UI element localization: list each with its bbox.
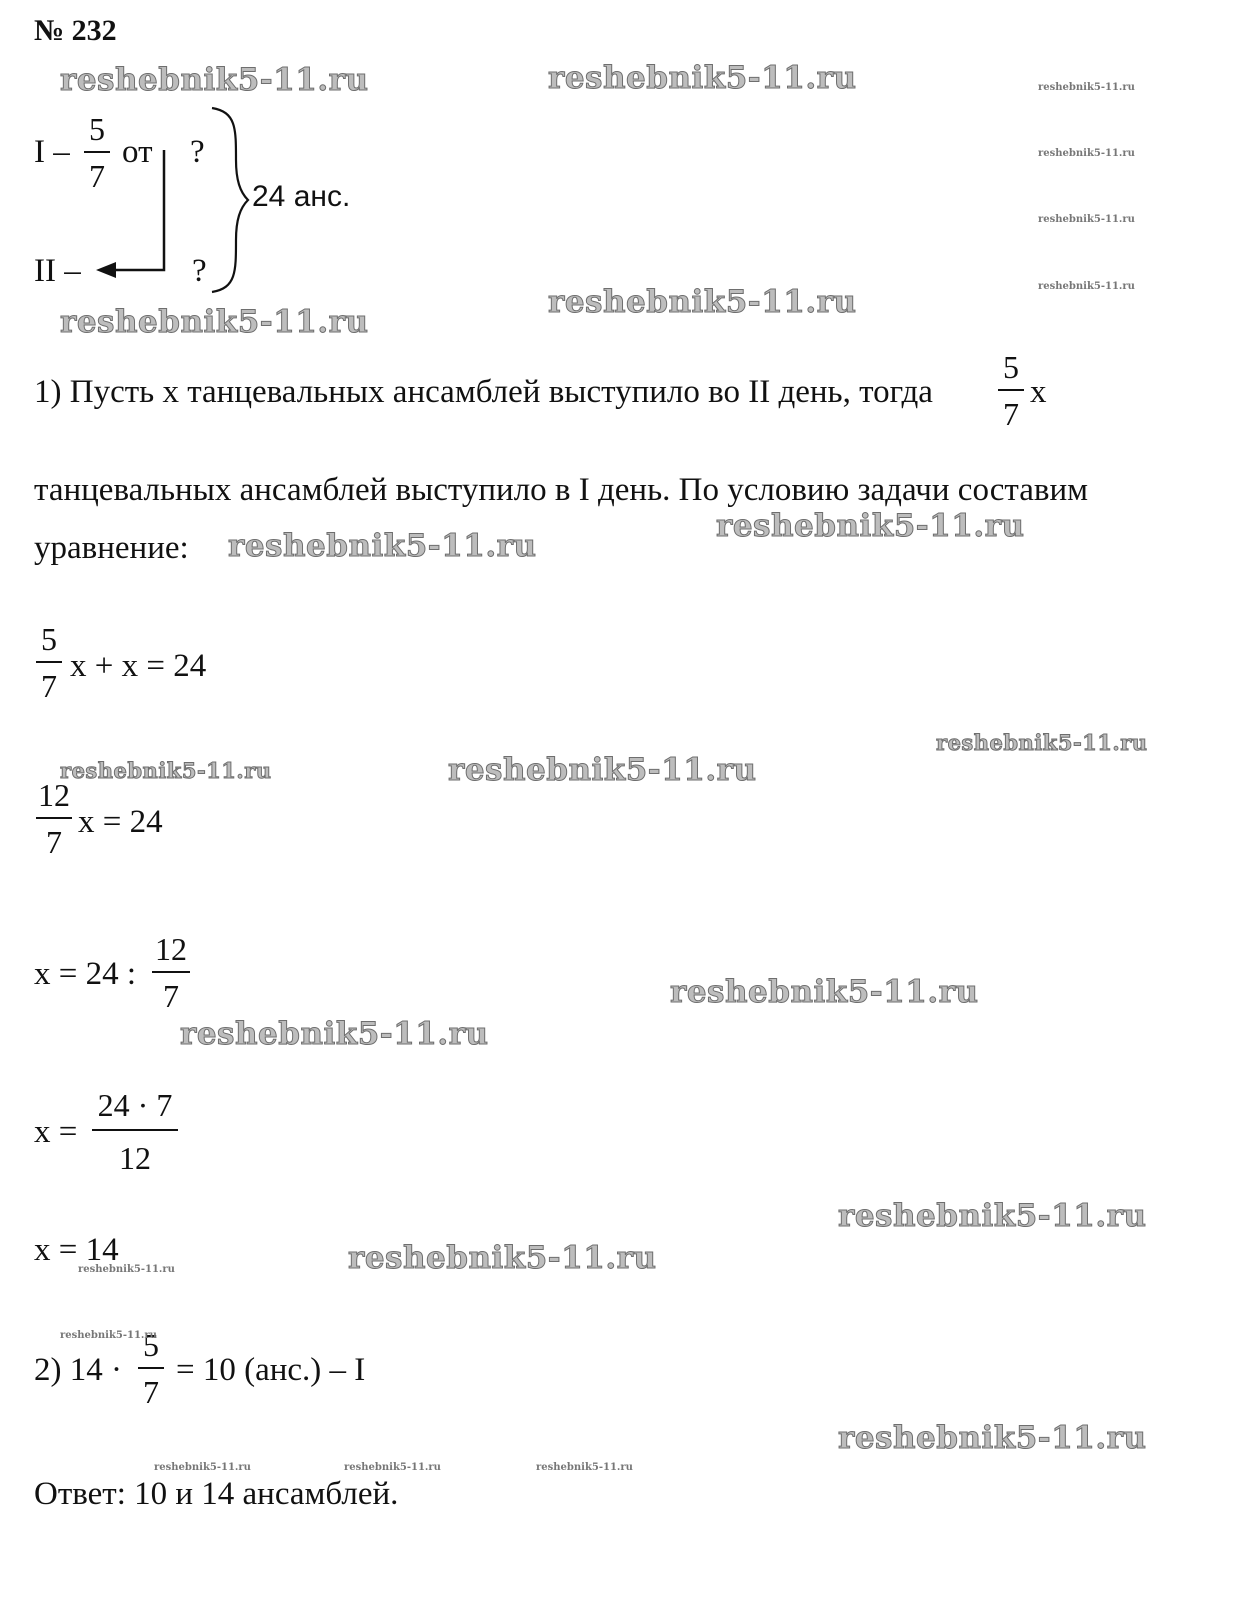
watermark: reshebnik5-11.ru	[448, 752, 757, 788]
scheme-row2-label: II –	[34, 253, 81, 289]
scheme-lines	[0, 0, 400, 340]
step1-fraction	[998, 350, 1024, 432]
step1-text-line2: танцевальных ансамблей выступило в I день. По условию задачи составим	[34, 472, 1089, 508]
eq2-fraction-den: 7	[46, 824, 62, 861]
step2-fraction-den: 7	[143, 1374, 159, 1411]
watermark: reshebnik5-11.ru	[716, 508, 1025, 544]
scheme-total: 24 анс.	[252, 180, 351, 213]
watermark: reshebnik5-11.ru	[60, 304, 369, 340]
step1-text-line3: уравнение:	[34, 530, 189, 566]
eq4-fraction	[92, 1088, 178, 1176]
watermark: reshebnik5-11.ru	[1038, 281, 1135, 292]
eq1-rest: х + х = 24	[70, 648, 207, 684]
problem-number: № 232	[34, 14, 117, 47]
eq4-left: х =	[34, 1114, 78, 1150]
scheme-of-label: от	[122, 134, 153, 170]
scheme-row2-question: ?	[192, 253, 207, 289]
eq4-fraction-num: 24 · 7	[97, 1087, 173, 1123]
eq1-fraction-den: 7	[41, 668, 57, 705]
step1-variable: х	[1030, 374, 1047, 410]
watermark: reshebnik5-11.ru	[60, 1330, 157, 1341]
step1-fraction-num: 5	[1003, 349, 1019, 385]
eq1-fraction	[36, 622, 62, 704]
watermark: reshebnik5-11.ru	[60, 62, 369, 98]
eq3-fraction-den: 7	[163, 978, 179, 1015]
watermark: reshebnik5-11.ru	[838, 1198, 1147, 1234]
watermark: reshebnik5-11.ru	[1038, 214, 1135, 225]
watermark: reshebnik5-11.ru	[1038, 148, 1135, 159]
eq2-fraction	[36, 778, 72, 860]
watermark: reshebnik5-11.ru	[344, 1462, 441, 1473]
step1-text-line1: 1) Пусть х танцевальных ансамблей выступило во II день, тогда	[34, 374, 933, 410]
watermark: reshebnik5-11.ru	[1038, 82, 1135, 93]
watermark: reshebnik5-11.ru	[838, 1420, 1147, 1456]
watermark: reshebnik5-11.ru	[228, 528, 537, 564]
eq5: х = 14	[34, 1232, 119, 1268]
scheme-arrow-head	[96, 262, 116, 278]
eq1-fraction-num: 5	[41, 621, 57, 657]
eq3-fraction	[152, 932, 190, 1014]
watermark: reshebnik5-11.ru	[348, 1240, 657, 1276]
scheme-row1-label: I –	[34, 134, 70, 170]
step2-right: = 10 (анс.) – I	[176, 1352, 366, 1388]
watermark: reshebnik5-11.ru	[180, 1016, 489, 1052]
watermark: reshebnik5-11.ru	[548, 284, 857, 320]
eq3-fraction-num: 12	[155, 931, 187, 967]
scheme-arrow-line	[104, 150, 164, 270]
watermark: reshebnik5-11.ru	[154, 1462, 251, 1473]
watermark: reshebnik5-11.ru	[536, 1462, 633, 1473]
step2-fraction-num: 5	[143, 1327, 159, 1363]
eq2-rest: х = 24	[78, 804, 163, 840]
scheme-fraction-den: 7	[89, 158, 105, 195]
watermark: reshebnik5-11.ru	[548, 60, 857, 96]
watermark: reshebnik5-11.ru	[670, 974, 979, 1010]
watermark: reshebnik5-11.ru	[78, 1264, 175, 1275]
eq2-fraction-num: 12	[38, 777, 70, 813]
answer: Ответ: 10 и 14 ансамблей.	[34, 1476, 399, 1512]
eq4-fraction-den: 12	[119, 1140, 151, 1177]
watermark: reshebnik5-11.ru	[936, 730, 1148, 755]
scheme-fraction-num: 5	[89, 111, 105, 147]
watermark: reshebnik5-11.ru	[60, 758, 272, 783]
scheme-brace	[212, 108, 248, 292]
step2-left: 2) 14 ·	[34, 1352, 122, 1388]
scheme-row1-question: ?	[190, 134, 205, 170]
eq3-left: х = 24 :	[34, 956, 137, 992]
step1-fraction-den: 7	[1003, 396, 1019, 433]
